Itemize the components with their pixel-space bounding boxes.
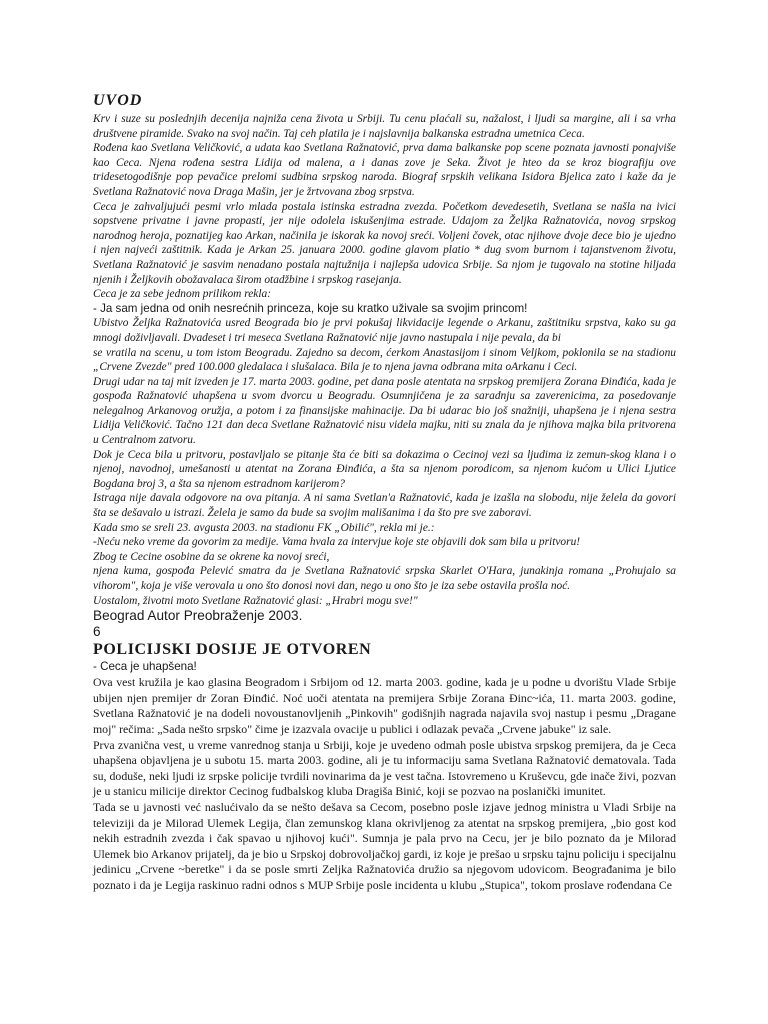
page-number: 6 [93,624,101,640]
paragraph: Rođena kao Svetlana Veličković, a udata kao Svetlana Ražnatović, prva dama balkanske pop scene poznata javnosti ponajviše kao Ceca. Njena rođena sestra Lidija od malena, a i danas zove je Seka. Život je hteo da se kroz biografiju ove tridesetogodišnje pop pevačice prelomi sudbina srpskog naroda. Biograf srpskih velikana Isidora Bjelica zato i kaže da je Svetlana Ražnatović nova Draga Mašin, jer je žrtvovana zbog srpstva. [93,142,676,198]
paragraph: Dok je Ceca bila u pritvoru, postavljalo se pitanje šta će biti sa dokazima o Cecinoj vezi sa ljudima iz zemun-skog klana i o njenoj, navodnoj, umešanosti u atentat na Zorana Đinđića, a šta sa njenom porodicom, sa njenom kućom u Ulici Ljutice Bogdana broj 3, a šta sa njenom estradnom karijerom? [93,448,676,490]
paragraph: Tada se u javnosti već naslućivalo da se nešto dešava sa Cecom, posebno posle izjave jednog ministra u Vladi Srbije na televiziji da je Milorad Ulemek Legija, član zemunskog klana okrivljenog za atentat na srpskog premijera, „bio gost kod nekih estradnih zvezda i čak spavao u njihovoj kući". Sumnja je pala prvo na Cecu, jer je bilo poznato da je Milorad Ulemek bio Arkanov prijatelj, da je bio u Srpskoj dobrovoljačkoj gardi, iz koje je prešao u srpsku tajnu policiju i specijalnu jedinicu „Crvene ~beretke" i da se posle smrti Zeljka Ražnatovića družio sa njegovom udovicom. Beograđanima je bilo poznato i da je Legija raskinuo radni odnos s MUP Srbije posle incidenta u klubu „Stupica", tokom proslave rođendana Ce [93,799,676,892]
quote-line: - Ja sam jedna od onih nesrećnih princeza, koje su kratko uživale sa svojim princom! [93,301,528,315]
paragraph: Zbog te Cecine osobine da se okrene ka novoj sreći, [93,550,330,563]
paragraph: se vratila na scenu, u tom istom Beogradu. Zajedno sa decom, ćerkom Anastasijom i sinom Veljkom, poklonila se na stadionu „Crvene Zvezde" pred 100.000 gledalaca i slušalaca. Bila je to njena javna odbrana mita oArkanu i Ceci. [93,346,676,374]
section-heading-uvod: UVOD [93,92,143,109]
subheading: - Ceca je uhapšena! [93,660,197,674]
quote-line: -Neću neko vreme da govorim za medije. Vama hvala za intervjue koje ste objavili dok sam bila u pritvoru! [93,536,581,549]
paragraph: Drugi udar na taj mit izveden je 17. marta 2003. godine, pet dana posle atentata na srpskog premijera Zorana Đinđića, kada je gospođa Ražnatović uhapšena u svom dvorcu u Beogradu. Osumnjičena je za saradnju sa zaverenicima, za posedovanje nelegalnog Arkanovog oružja, a potom i za finansijske mahinacije. Da bi udarac bio još snažniji, uhapšena je i njena sestra Lidija Veličković. Tačno 121 dan deca Svetlane Ražnatović nisu videla majku, niti su znala da je njihova majka bila pritvorena u Centralnom zatvoru. [93,375,676,447]
paragraph: Krv i suze su poslednjih decenija najniža cena života u Srbiji. Tu cenu plaćali su, nažalost, i ljudi sa margine, ali i sa vrha društvene piramide. Svako na svoj način. Taj ceh platila je i najslavnija balkanska estradna umetnica Ceca. [93,113,676,140]
paragraph: Ceca je za sebe jednom prilikom rekla: [93,288,271,301]
paragraph: njena kuma, gospođa Pelević smatra da je Svetlana Ražnatović srpska Skarlet O'Hara, junakinja romana „Prohujalo sa vihorom", koja je više verovala u ono što donosi novi dan, nego u ono što je iza sebe ostavila prošla noć. [93,565,676,592]
paragraph: Prva zvanična vest, u vreme vanrednog stanja u Srbiji, koje je uvedeno odmah posle ubistva srpskog premijera, da je Ceca uhapšena objavljena je u subotu 15. marta 2003. godine, ali je tu informaciju sama Svetlana Ražnatović dematovala. Tada su, doduše, neki ljudi iz srpske policije tvrdili novinarima da je vest tačna. Istovremeno u Kruševcu, gde inače živi, pozvan je u stanicu milicije direktor Cecinog fudbalskog kluba Dragiša Binić, koji se pozvao na poslanički imunitet. [93,737,676,799]
author-line: Beograd Autor Preobraženje 2003. [93,608,303,624]
paragraph: Istraga nije davala odgovore na ova pitanja. A ni sama Svetlan'a Ražnatović, kada je izašla na slobodu, nije želela da govori šta se dešavalo u istrazi. Želela je samo da bude sa svojim mališanima i da što pre sve zaboravi. [93,492,676,520]
section-heading-dosije: POLICIJSKI DOSIJE JE OTVOREN [93,641,372,659]
paragraph: Ceca je zahvaljujući pesmi vrlo mlada postala istinska estradna zvezda. Početkom devedesetih, Svetlana se našla na ivici sopstvene privatne i javne propasti, jer nije odolela iskušenjima estrade. Udajom za Željka Ražnatovića, novog srpskog narodnog heroja, poznatijeg kao Arkan, načinila je iskorak ka novoj sreći. Voljeni čovek, otac njihove dvoje dece bio je ujedno i njen najveći zaštitnik. Kada je Arkan 25. januara 2000. godine glavom platio * dug svom burnom i tajanstvenom životu, Svetlana Ražnatović je sasvim nenadano postala najtužnija i najlepša udovica Srbije. Sa njom je tugovalo na stotine hiljada njenih i Željkovih obožavalaca širom otadžbine i srpskog rasejanja. [93,200,676,286]
paragraph: Ova vest kružila je kao glasina Beogradom i Srbijom od 12. marta 2003. godine, kada je u podne u dvorištu Vlade Srbije ubijen njen premijer dr Zoran Đinđić. Noć uoči atentata na premijera Srbije Zorana Đinc~ića, 11. marta 2003. godine, Svetlana Ražnatović je na dodeli novoustanovljenih „Pinkovih" godišnjih nagrada najavila svoj nastup i pesmu „Dragane moj" rečima: „Sada nešto srpsko" čime je izazvala ovacije u publici i odlazak pevača „Crvene jabuke" iz sale. [93,675,676,736]
paragraph: Ubistvo Željka Ražnatovića usred Beograda bio je prvi pokušaj likvidacije legende o Arkanu, zaštitniku srpstva, kako su ga mnogi doživljavali. Dvadeset i tri meseca Svetlana Ražnatović nije javno nastupala i nije pevala, da bi [93,317,676,344]
paragraph: Kada smo se sreli 23. avgusta 2003. na stadionu FK „Obilić", rekla mi je.: [93,521,435,534]
paragraph: Uostalom, životni moto Svetlane Ražnatović glasi: „Hrabri mogu sve!" [93,594,418,607]
document-page [93,92,676,894]
